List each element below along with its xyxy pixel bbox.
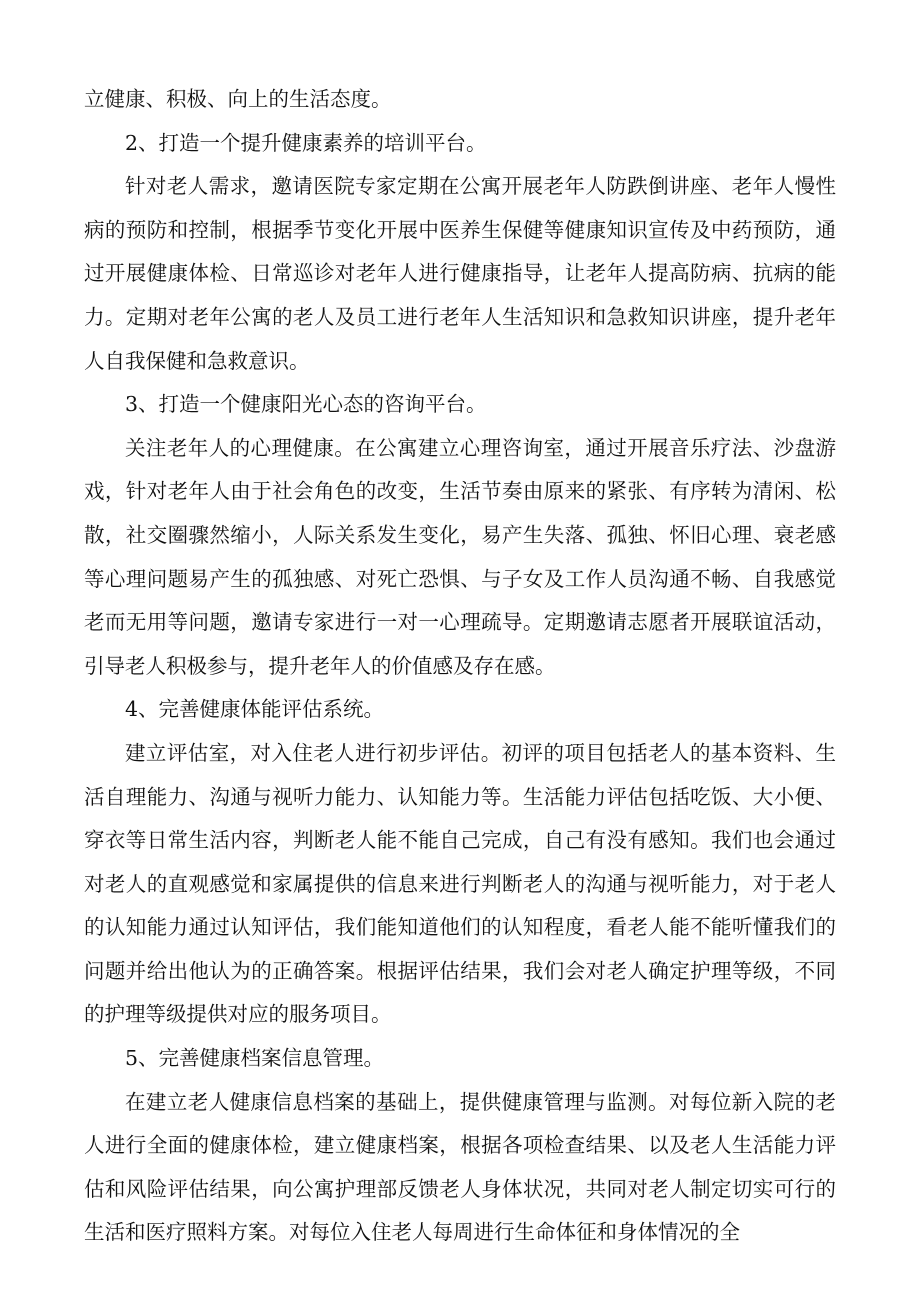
paragraph-counseling-platform: 关注老年人的心理健康。在公寓建立心理咨询室，通过开展音乐疗法、沙盘游戏，针对老年人由于社会角色的改变，生活节奏由原来的紧张、有序转为清闲、松散，社交圈骤然缩小，人际关系发生变化，易产生失落、孤独、怀旧心理、衰老感等心理问题易产生的孤独感、对死亡恐惧、与子女及工作人员沟通不畅、自我感觉老而无用等问题，邀请专家进行一对一心理疏导。定期邀请志愿者开展联谊活动，引导老人积极参与，提升老年人的价值感及存在感。	[84, 435, 836, 678]
paragraph-health-records: 在建立老人健康信息档案的基础上，提供健康管理与监测。对每位新入院的老人进行全面的健康体检，建立健康档案，根据各项检查结果、以及老人生活能力评估和风险评估结果，向公寓护理部反馈老人身体状况，共同对老人制定切实可行的生活和医疗照料方案。对每位入住老人每周进行生命体征和身体情况的全	[84, 1089, 836, 1245]
paragraph-assessment-system: 建立评估室，对入住老人进行初步评估。初评的项目包括老人的基本资料、生活自理能力、沟通与视听力能力、认知能力等。生活能力评估包括吃饭、大小便、穿衣等日常生活内容，判断老人能不能自己完成，自己有没有感知。我们也会通过对老人的直观感觉和家属提供的信息来进行判断老人的沟通与视听能力，对于老人的认知能力通过认知评估，我们能知道他们的认知程度，看老人能不能听懂我们的问题并给出他认为的正确答案。根据评估结果，我们会对老人确定护理等级，不同的护理等级提供对应的服务项目。	[84, 740, 836, 1027]
section-heading-4: 4、完善健康体能评估系统。	[125, 697, 385, 722]
paragraph-continuation: 立健康、积极、向上的生活态度。	[84, 87, 392, 111]
section-heading-2: 2、打造一个提升健康素养的培训平台。	[125, 130, 487, 155]
paragraph-training-platform: 针对老人需求，邀请医院专家定期在公寓开展老年人防跌倒讲座、老年人慢性病的预防和控制，根据季节变化开展中医养生保健等健康知识宣传及中药预防，通过开展健康体检、日常巡诊对老年人进行健康指导，让老年人提高防病、抗病的能力。定期对老年公寓的老人及员工进行老年人生活知识和急救知识讲座，提升老年人自我保健和急救意识。	[84, 174, 836, 373]
section-heading-5: 5、完善健康档案信息管理。	[125, 1046, 385, 1071]
section-heading-3: 3、打造一个健康阳光心态的咨询平台。	[125, 392, 487, 417]
